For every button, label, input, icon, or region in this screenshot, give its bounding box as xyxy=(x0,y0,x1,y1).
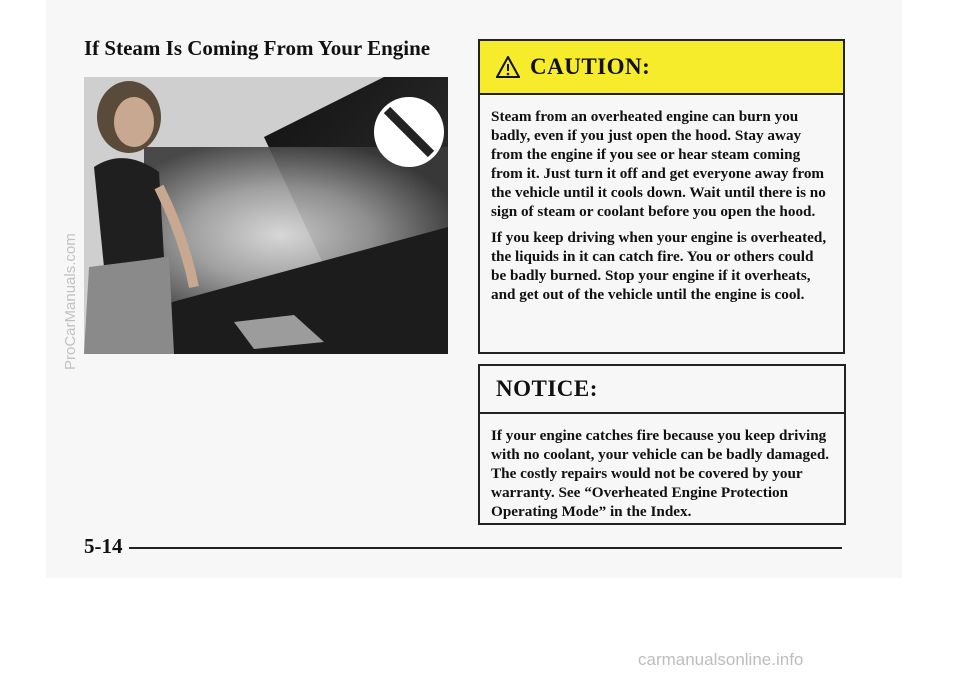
caution-banner xyxy=(480,41,843,95)
page-number: 5-14 xyxy=(84,533,123,558)
footer-rule xyxy=(129,547,843,549)
caution-box xyxy=(478,39,845,354)
notice-header xyxy=(480,366,844,414)
bottom-watermark: carmanualsonline.info xyxy=(638,650,804,669)
side-watermark: ProCarManuals.com xyxy=(62,233,79,370)
notice-body xyxy=(480,414,844,521)
steam-engine-photo xyxy=(84,77,448,354)
notice-paragraph-1: If your engine catches fire because you keep driving with no coolant, your vehicle can be badly damaged. The costly repairs would not be covered by your warranty. See “Overheated Engine Protection Operating Mode” in the Index. xyxy=(491,427,830,520)
section-heading: If Steam Is Coming From Your Engine xyxy=(84,36,431,60)
notice-box xyxy=(478,364,846,525)
page-footer xyxy=(84,531,842,561)
caution-title: CAUTION: xyxy=(530,54,651,79)
notice-title: NOTICE: xyxy=(496,376,598,401)
caution-body xyxy=(480,95,843,304)
warning-triangle-icon xyxy=(496,56,520,78)
caution-paragraph-2: If you keep driving when your engine is overheated, the liquids in it can catch fire. You or others could be badly burned. Stop your engine if it overheats, and get out of the vehicle until the engine is cool. xyxy=(491,229,827,303)
caution-paragraph-1: Steam from an overheated engine can burn you badly, even if you just open the hood. Stay away from the engine if you see or hear steam coming from it. Just turn it off and get everyone away from the vehicle until it cools down. Wait until there is no sign of steam or coolant before you open the hood. xyxy=(491,108,826,220)
